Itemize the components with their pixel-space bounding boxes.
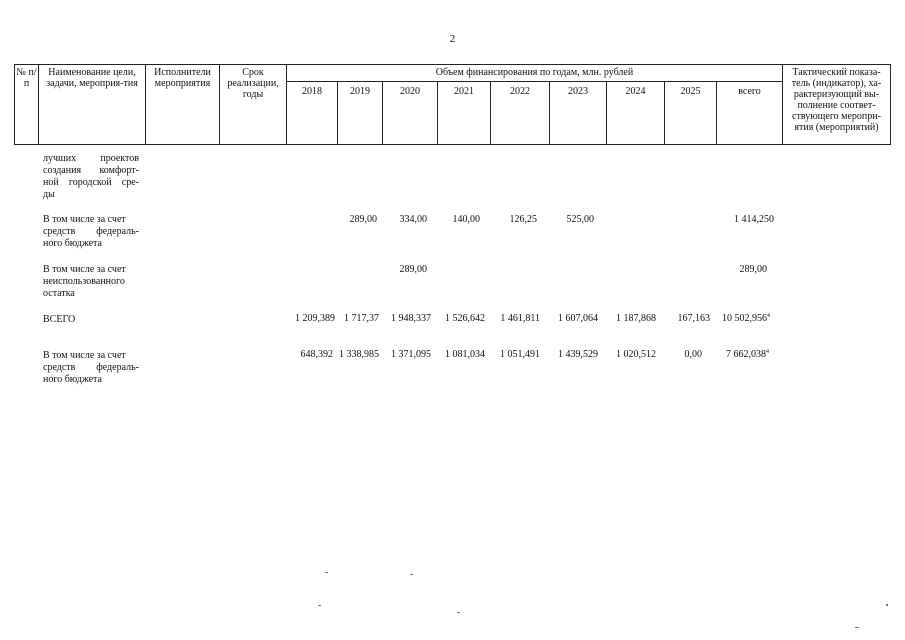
value-2020: 334,00 [399, 214, 427, 225]
continuation-word: создания [43, 165, 82, 176]
continuation-word: лучших [43, 153, 77, 164]
value-2020: 289,00 [399, 264, 427, 275]
footnote-ref: 4 [767, 313, 770, 319]
footnote-ref: 4 [766, 349, 769, 355]
row-label-word: средств [43, 362, 76, 373]
row-label [43, 214, 139, 250]
header-year-total: всего [717, 82, 783, 145]
header-year: 2022 [491, 82, 550, 145]
scan-speck [855, 627, 859, 628]
header-year: 2020 [383, 82, 438, 145]
row-label-line: В том числе за счет [43, 214, 126, 225]
continuation-word: ной [43, 177, 59, 188]
header-executors: Исполнители мероприятия [146, 65, 220, 145]
value-2023: 525,00 [566, 214, 594, 225]
scan-speck [325, 572, 328, 573]
value-2019: 1 717,37 [344, 313, 379, 324]
continuation-text [43, 153, 139, 201]
header-name: Наименование цели, задачи, мероприя-тия [39, 65, 146, 145]
value-2024: 1 020,512 [616, 349, 656, 360]
value-2022: 126,25 [509, 214, 537, 225]
row-label-line: В том числе за счет [43, 350, 126, 361]
value-2025: 167,163 [677, 313, 710, 324]
row-label-line: остатка [43, 288, 75, 299]
continuation-line [43, 177, 139, 189]
value-2023: 1 439,529 [558, 349, 598, 360]
financing-table-header [14, 64, 891, 145]
row-label [43, 350, 139, 386]
row-label [43, 314, 139, 326]
header-number: № п/п [15, 65, 39, 145]
row-label-line: ного бюджета [43, 374, 102, 385]
row-label [43, 264, 139, 300]
header-year: 2023 [550, 82, 607, 145]
row-label-word: федераль- [96, 362, 139, 373]
row-label-word: средств [43, 226, 76, 237]
value-total [722, 313, 770, 325]
value-2025: 0,00 [684, 349, 702, 360]
value-2020: 1 371,095 [391, 349, 431, 360]
header-financing: Объем финансирования по годам, млн. рублей [287, 65, 783, 82]
row-label-line [43, 362, 139, 374]
header-indicator: Тактический показа-тель (индикатор), ха-рактеризующий вы-полнение соответ-ствующего меропри-ятия (мероприятий) [783, 65, 891, 145]
page-number: 2 [449, 33, 456, 45]
row-label-line [43, 226, 139, 238]
scan-speck [410, 574, 413, 575]
header-period: Срок реализации, годы [220, 65, 287, 145]
header-year: 2021 [438, 82, 491, 145]
value-2019: 1 338,985 [339, 349, 379, 360]
row-label-line: неиспользованного [43, 276, 125, 287]
scan-speck [886, 604, 888, 606]
row-label-line: ного бюджета [43, 238, 102, 249]
scan-speck [457, 612, 460, 613]
header-year: 2019 [338, 82, 383, 145]
value-2022: 1 461,811 [500, 313, 540, 324]
value-2023: 1 607,064 [558, 313, 598, 324]
value-2021: 140,00 [452, 214, 480, 225]
value-2021: 1 081,034 [445, 349, 485, 360]
value-total: 289,00 [739, 264, 767, 275]
scan-speck [318, 605, 321, 606]
header-year: 2025 [665, 82, 717, 145]
value-2018: 1 209,389 [295, 313, 335, 324]
value-total-number: 10 502,956 [722, 313, 767, 324]
continuation-line [43, 165, 139, 177]
continuation-word: городской [68, 177, 112, 188]
value-total: 1 414,250 [734, 214, 774, 225]
value-2020: 1 948,337 [391, 313, 431, 324]
row-label-line: В том числе за счет [43, 264, 126, 275]
value-total-number: 7 662,038 [726, 349, 766, 360]
value-2019: 289,00 [349, 214, 377, 225]
row-label-line: ВСЕГО [43, 314, 76, 325]
continuation-word: сре- [121, 177, 139, 188]
header-year: 2018 [287, 82, 338, 145]
header-year: 2024 [607, 82, 665, 145]
continuation-word: проектов [100, 153, 139, 164]
value-2022: 1 051,491 [500, 349, 540, 360]
row-label-word: федераль- [96, 226, 139, 237]
value-2018: 648,392 [300, 349, 333, 360]
value-2024: 1 187,868 [616, 313, 656, 324]
continuation-line [43, 153, 139, 165]
continuation-word: комфорт- [99, 165, 139, 176]
value-2021: 1 526,642 [445, 313, 485, 324]
value-total [726, 349, 769, 361]
continuation-line: ды [43, 189, 55, 200]
